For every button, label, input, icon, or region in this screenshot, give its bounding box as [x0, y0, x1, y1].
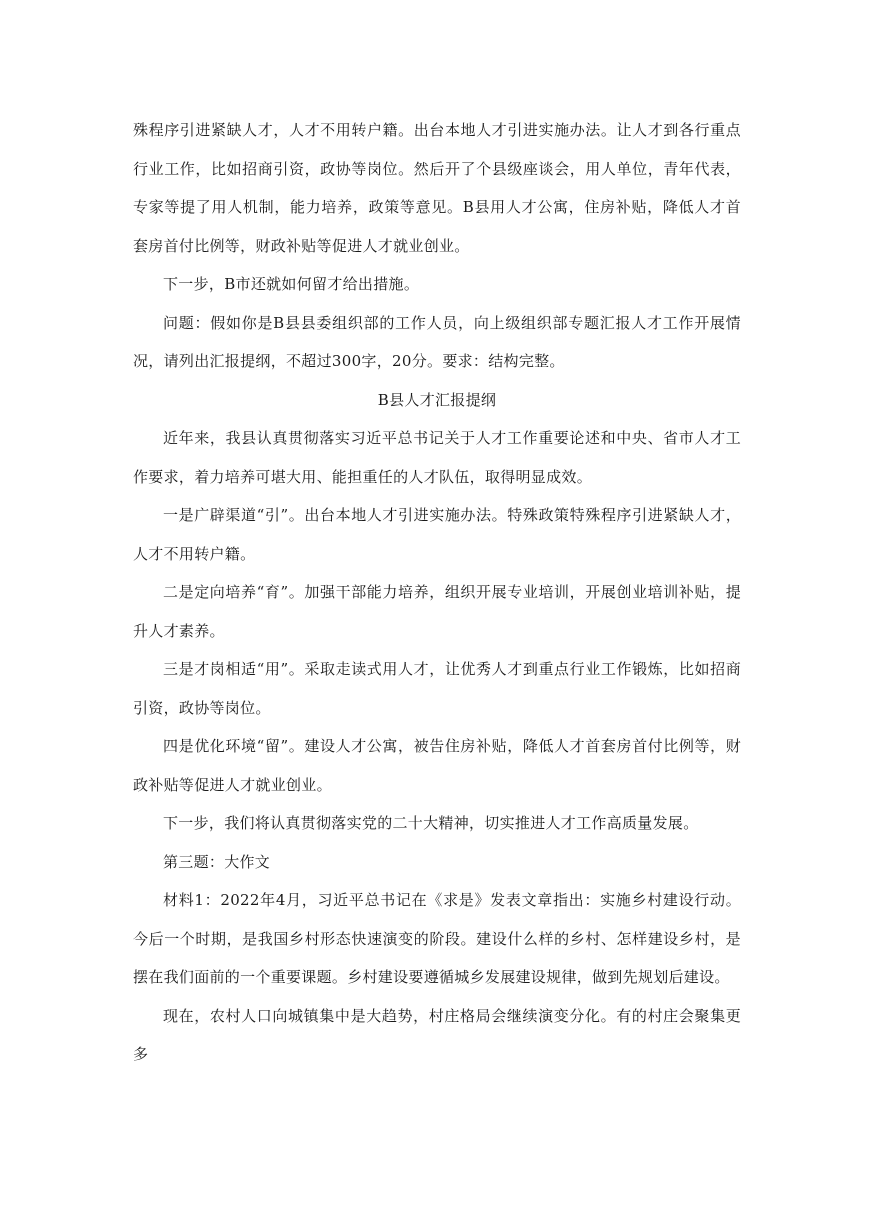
paragraph-talent-measures: 殊程序引进紧缺人才，人才不用转户籍。出台本地人才引进实施办法。让人才到各行重点行业工作，比如招商引资，政协等岗位。然后开了个县级座谈会，用人单位，青年代表，专家等提了用人机制，能力培养，政策等意见。B县用人才公寓，住房补贴，降低人才首套房首付比例等，财政补贴等促进人才就业创业。 [133, 121, 741, 255]
paragraph-point-use: 三是才岗相适“用”。采取走读式用人才，让优秀人才到重点行业工作锻炼，比如招商引资，政协等岗位。 [133, 660, 741, 717]
paragraph-rural-trend: 现在，农村人口向城镇集中是大趋势，村庄格局会继续演变分化。有的村庄会聚集更多 [133, 1006, 741, 1063]
report-title: B县人才汇报提纲 [377, 390, 497, 409]
paragraph-report-next-step: 下一步，我们将认真贯彻落实党的二十大精神，切实推进人才工作高质量发展。 [163, 814, 699, 832]
paragraph-point-retain: 四是优化环境“留”。建设人才公寓，被告住房补贴，降低人才首套房首付比例等，财政补贴等促进人才就业创业。 [133, 737, 741, 794]
paragraph-point-attract: 一是广辟渠道“引”。出台本地人才引进实施办法。特殊政策特殊程序引进紧缺人才，人才不用转户籍。 [133, 506, 741, 563]
paragraph-question: 问题：假如你是B县县委组织部的工作人员，向上级组织部专题汇报人才工作开展情况，请列出汇报提纲，不超过300字，20分。要求：结构完整。 [133, 313, 741, 370]
paragraph-report-intro: 近年来，我县认真贯彻落实习近平总书记关于人才工作重要论述和中央、省市人才工作要求，着力培养可堪大用、能担重任的人才队伍，取得明显成效。 [133, 429, 741, 486]
paragraph-next-step-b-city: 下一步，B市还就如何留才给出措施。 [163, 275, 420, 293]
paragraph-material-one: 材料1：2022年4月，习近平总书记在《求是》发表文章指出：实施乡村建设行动。今后一个时期，是我国乡村形态快速演变的阶段。建设什么样的乡村、怎样建设乡村，是摆在我们面前的一个重要课题。乡村建设要遵循城乡发展建设规律，做到先规划后建设。 [133, 891, 741, 986]
paragraph-point-cultivate: 二是定向培养“育”。加强干部能力培养，组织开展专业培训，开展创业培训补贴，提升人才素养。 [133, 583, 741, 640]
heading-question-three: 第三题：大作文 [163, 852, 271, 871]
